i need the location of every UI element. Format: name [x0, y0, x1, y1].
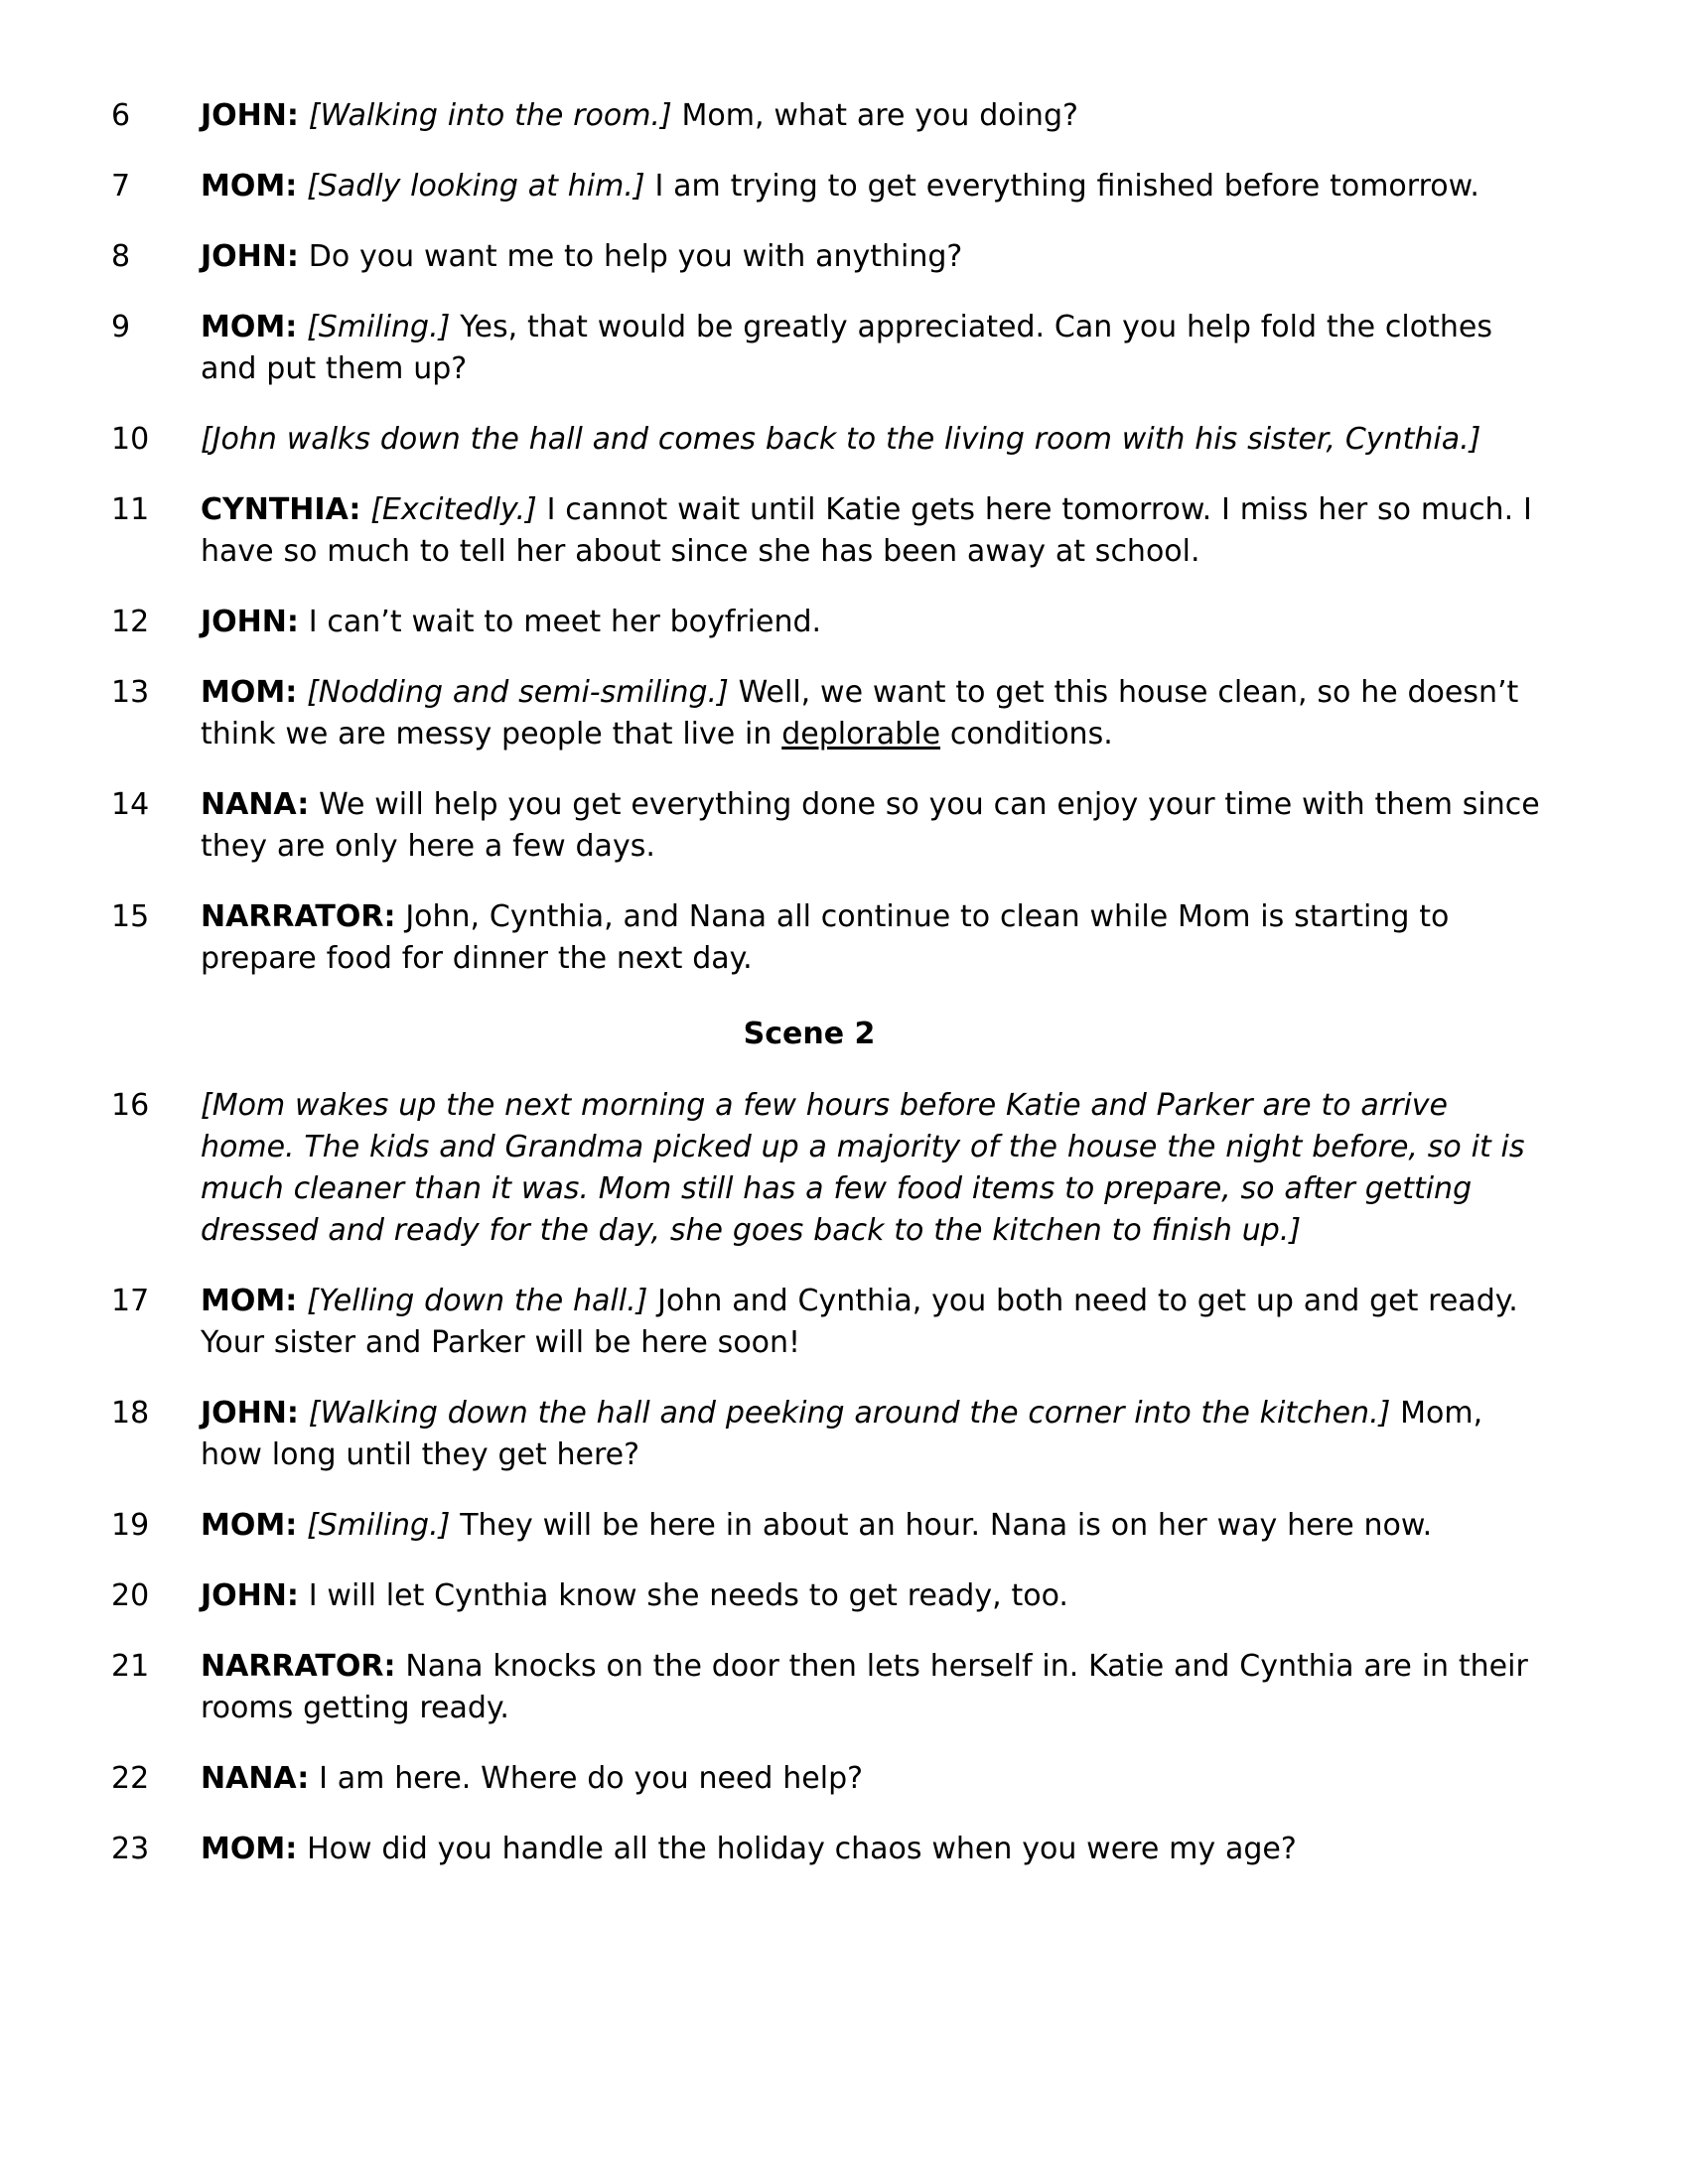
script-entry — [109, 1085, 1549, 1252]
entry-text — [201, 307, 1549, 390]
speaker-label: NANA: — [201, 787, 310, 822]
entry-number: 21 — [111, 1649, 150, 1684]
script-entry — [109, 896, 1549, 980]
stage-direction: [Excitedly.] — [370, 492, 537, 527]
script-entry — [109, 1575, 1549, 1617]
entry-text — [201, 1758, 1549, 1800]
entry-number: 10 — [111, 422, 150, 457]
entry-text — [201, 419, 1549, 461]
entry-number: 8 — [111, 239, 131, 274]
speaker-label: MOM: — [201, 169, 298, 204]
stage-direction: [Smiling.] — [307, 1508, 451, 1543]
entry-text — [201, 1085, 1549, 1252]
entry-number: 23 — [111, 1832, 150, 1866]
script-entry — [109, 236, 1549, 278]
script-entry — [109, 1646, 1549, 1729]
script-entry — [109, 1393, 1549, 1476]
entry-text — [201, 784, 1549, 868]
dialogue-text: Do you want me to help you with anything? — [308, 239, 963, 274]
entry-number: 13 — [111, 675, 150, 710]
entry-text — [201, 1393, 1549, 1476]
dialogue-text-after: conditions. — [940, 717, 1113, 751]
script-entry — [109, 1281, 1549, 1364]
entry-text — [201, 236, 1549, 278]
entry-text — [201, 1575, 1549, 1617]
entry-number: 18 — [111, 1396, 150, 1431]
dialogue-text: John and Cynthia, you both need to get up and get ready. Your sister and Parker will be here soon! — [201, 1284, 1518, 1360]
dialogue-text: How did you handle all the holiday chaos when you were my age? — [307, 1832, 1297, 1866]
entry-number: 12 — [111, 605, 150, 639]
dialogue-text: Mom, how long until they get here? — [201, 1396, 1483, 1472]
speaker-label: NARRATOR: — [201, 899, 396, 934]
dialogue-text: Yes, that would be greatly appreciated. Can you help fold the clothes and put them up? — [201, 310, 1492, 386]
entry-number: 20 — [111, 1578, 150, 1613]
dialogue-text: Mom, what are you doing? — [681, 98, 1078, 133]
dialogue-text: I cannot wait until Katie gets here tomorrow. I miss her so much. I have so much to tell her about since she has been away at school. — [201, 492, 1532, 569]
script-entry — [109, 784, 1549, 868]
stage-direction: [Mom wakes up the next morning a few hours before Katie and Parker are to arrive home. The kids and Grandma picked up a majority of the house the night before, so it is much cleaner than it was. Mom still has a few food items to prepare, so after getting dressed and ready for the day, she goes back to the kitchen to finish up.] — [201, 1088, 1525, 1248]
script-entry — [109, 1505, 1549, 1547]
entry-text — [201, 1646, 1549, 1729]
script-entry — [109, 489, 1549, 573]
dialogue-text: We will help you get everything done so you can enjoy your time with them since they are only here a few days. — [201, 787, 1540, 864]
speaker-label: CYNTHIA: — [201, 492, 361, 527]
entry-text — [201, 1281, 1549, 1364]
entry-text — [201, 95, 1549, 137]
entry-text — [201, 602, 1549, 643]
speaker-label: MOM: — [201, 1832, 298, 1866]
dialogue-text: I can’t wait to meet her boyfriend. — [308, 605, 822, 639]
speaker-label: MOM: — [201, 1284, 298, 1318]
speaker-label: JOHN: — [201, 1578, 299, 1613]
entry-number: 17 — [111, 1284, 150, 1318]
speaker-label: JOHN: — [201, 239, 299, 274]
speaker-label: NARRATOR: — [201, 1649, 396, 1684]
script-entry — [109, 95, 1549, 137]
script-entry — [109, 1829, 1549, 1870]
scene-heading: Scene 2 — [743, 1017, 876, 1051]
dialogue-text-before: Well, we want to get this house clean, so he doesn’t think we are messy people that live in — [201, 675, 1519, 751]
dialogue-text: I am here. Where do you need help? — [319, 1761, 864, 1796]
entry-number: 9 — [111, 310, 131, 344]
dialogue-text: I will let Cynthia know she needs to get ready, too. — [308, 1578, 1068, 1613]
entry-text — [201, 672, 1549, 755]
entry-number: 19 — [111, 1508, 150, 1543]
entry-number: 22 — [111, 1761, 150, 1796]
dialogue-text: I am trying to get everything finished before tomorrow. — [654, 169, 1479, 204]
speaker-label: JOHN: — [201, 98, 299, 133]
speaker-label: JOHN: — [201, 605, 299, 639]
script-entry — [109, 419, 1549, 461]
entry-text — [201, 489, 1549, 573]
script-entry — [109, 166, 1549, 207]
stage-direction: [Smiling.] — [307, 310, 451, 344]
speaker-label: NANA: — [201, 1761, 310, 1796]
speaker-label: JOHN: — [201, 1396, 299, 1431]
entry-number: 14 — [111, 787, 150, 822]
stage-direction: [Nodding and semi-smiling.] — [307, 675, 729, 710]
entry-text — [201, 1505, 1549, 1547]
entry-number: 6 — [111, 98, 131, 133]
entry-number: 7 — [111, 169, 131, 204]
entry-number: 15 — [111, 899, 150, 934]
entry-text — [201, 166, 1549, 207]
script-entry — [109, 1758, 1549, 1800]
speaker-label: MOM: — [201, 675, 298, 710]
dialogue-text: Nana knocks on the door then lets herself in. Katie and Cynthia are in their rooms getting ready. — [201, 1649, 1528, 1725]
stage-direction: [Sadly looking at him.] — [307, 169, 645, 204]
stage-direction: [Walking into the room.] — [308, 98, 672, 133]
underlined-vocabulary-word: deplorable — [781, 717, 941, 751]
entry-number: 16 — [111, 1088, 150, 1123]
script-entry — [109, 672, 1549, 755]
entry-text — [201, 896, 1549, 980]
stage-direction: [Yelling down the hall.] — [307, 1284, 648, 1318]
stage-direction: [Walking down the hall and peeking around the corner into the kitchen.] — [308, 1396, 1391, 1431]
dialogue-text: John, Cynthia, and Nana all continue to clean while Mom is starting to prepare food for dinner the next day. — [201, 899, 1450, 976]
dialogue-text: They will be here in about an hour. Nana is on her way here now. — [460, 1508, 1433, 1543]
speaker-label: MOM: — [201, 310, 298, 344]
script-body — [109, 95, 1549, 1870]
script-entry — [109, 602, 1549, 643]
entry-text — [201, 1829, 1549, 1870]
entry-number: 11 — [111, 492, 150, 527]
speaker-label: MOM: — [201, 1508, 298, 1543]
stage-direction: [John walks down the hall and comes back to the living room with his sister, Cynthia.] — [201, 422, 1481, 457]
script-entry — [109, 307, 1549, 390]
